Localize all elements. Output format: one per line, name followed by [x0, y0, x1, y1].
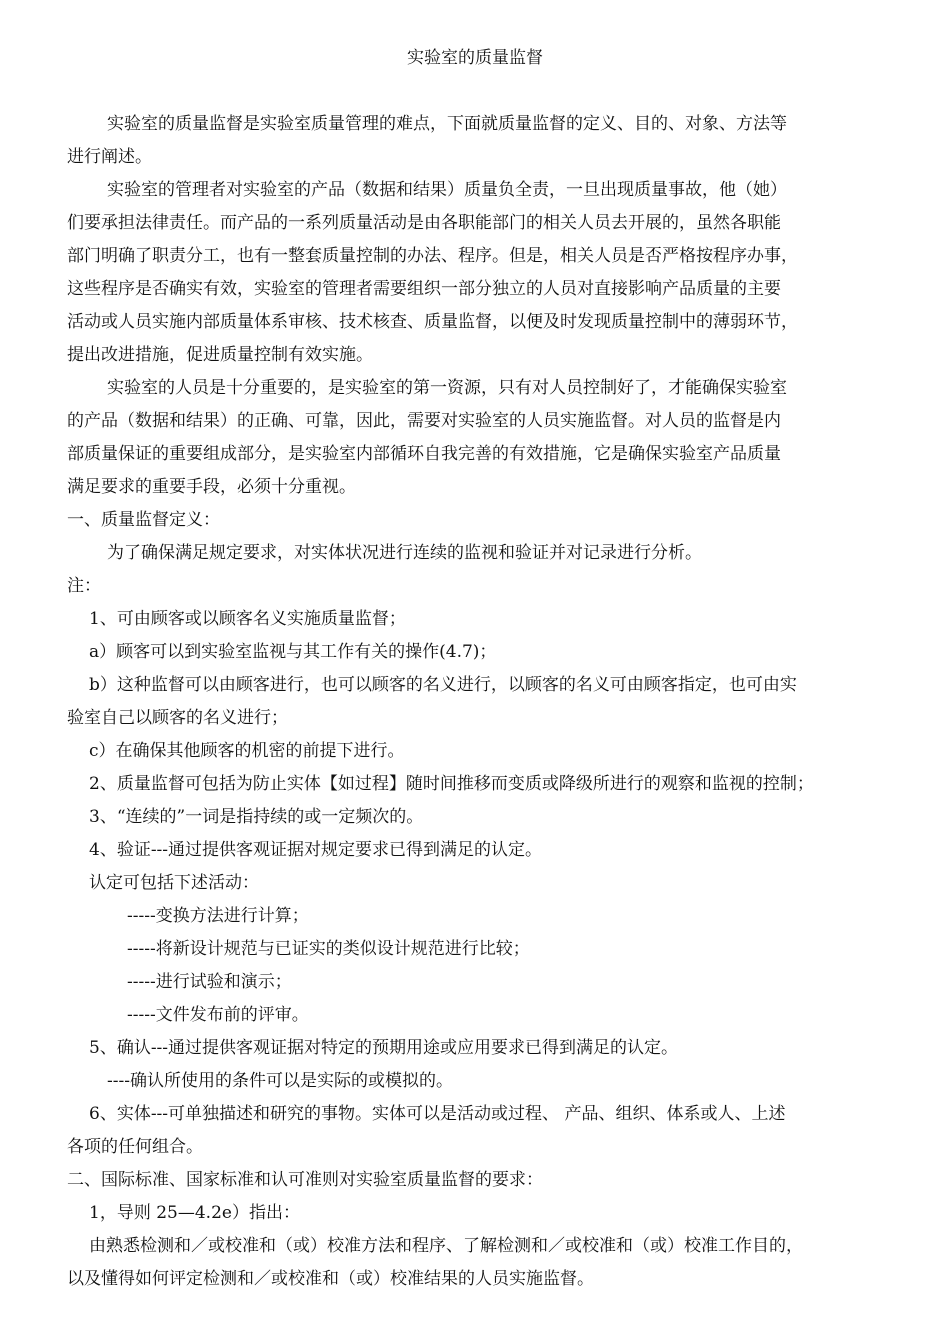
note-item: 2、质量监督可包括为防止实体【如过程】随时间推移而变质或降级所进行的观察和监视的控制；: [89, 774, 814, 794]
note-text: ----确认所使用的条件可以是实际的或模拟的。: [107, 1071, 453, 1091]
note-item: 5、确认---通过提供客观证据对特定的预期用途或应用要求已得到满足的认定。: [89, 1038, 679, 1058]
note-subitem: a）顾客可以到实验室监视与其工作有关的操作(4.7)；: [89, 642, 497, 662]
activity-item: -----文件发布前的评审。: [127, 1005, 309, 1025]
paragraph-line: 这些程序是否确实有效，实验室的管理者需要组织一部分独立的人员对直接影响产品质量的主要: [67, 279, 781, 299]
section-heading: 一、质量监督定义：: [67, 510, 220, 530]
paragraph-line: 实验室的质量监督是实验室质量管理的难点，下面就质量监督的定义、目的、对象、方法等: [107, 114, 787, 134]
requirement-item: 1，导则 25—4.2e）指出：: [89, 1203, 300, 1223]
paragraph-line: 满足要求的重要手段，必须十分重视。: [67, 477, 356, 497]
note-item: 1、可由顾客或以顾客名义实施质量监督；: [89, 609, 406, 629]
paragraph-line: 部质量保证的重要组成部分，是实验室内部循环自我完善的有效措施，它是确保实验室产品质量: [67, 444, 781, 464]
paragraph-line: 活动或人员实施内部质量体系审核、技术核查、质量监督，以便及时发现质量控制中的薄弱环节，: [67, 312, 798, 332]
activity-item: -----将新设计规范与已证实的类似设计规范进行比较；: [127, 939, 530, 959]
note-subitem: b）这种监督可以由顾客进行，也可以顾客的名义进行，以顾客的名义可由顾客指定，也可由实: [89, 675, 797, 695]
section-heading: 二、国际标准、国家标准和认可准则对实验室质量监督的要求：: [67, 1170, 543, 1190]
requirement-text: 由熟悉检测和／或校准和（或）校准方法和程序、了解检测和／或校准和（或）校准工作目的，: [89, 1236, 803, 1256]
paragraph-line: 实验室的管理者对实验室的产品（数据和结果）质量负全责，一旦出现质量事故，他（她）: [107, 180, 787, 200]
note-item: 各项的任何组合。: [67, 1137, 203, 1157]
definition-text: 为了确保满足规定要求，对实体状况进行连续的监视和验证并对记录进行分析。: [107, 543, 702, 563]
paragraph-line: 们要承担法律责任。而产品的一系列质量活动是由各职能部门的相关人员去开展的，虽然各职能: [67, 213, 781, 233]
note-item: 3、“连续的”一词是指持续的或一定频次的。: [89, 807, 424, 827]
activity-item: -----变换方法进行计算；: [127, 906, 309, 926]
note-item: 6、实体---可单独描述和研究的事物。实体可以是活动或过程、 产品、组织、体系或人、上述: [89, 1104, 786, 1124]
paragraph-line: 部门明确了职责分工，也有一整套质量控制的办法、程序。但是，相关人员是否严格按程序办事，: [67, 246, 798, 266]
requirement-text: 以及懂得如何评定检测和／或校准和（或）校准结果的人员实施监督。: [67, 1269, 594, 1289]
paragraph-line: 进行阐述。: [67, 147, 152, 167]
paragraph-line: 的产品（数据和结果）的正确、可靠，因此，需要对实验室的人员实施监督。对人员的监督是内: [67, 411, 781, 431]
note-label: 注：: [67, 576, 101, 596]
note-text: 认定可包括下述活动：: [89, 873, 259, 893]
note-subitem: c）在确保其他顾客的机密的前提下进行。: [89, 741, 405, 761]
document-title: 实验室的质量监督: [407, 48, 543, 68]
note-item: 4、验证---通过提供客观证据对规定要求已得到满足的认定。: [89, 840, 543, 860]
paragraph-line: 提出改进措施，促进质量控制有效实施。: [67, 345, 373, 365]
activity-item: -----进行试验和演示；: [127, 972, 292, 992]
paragraph-line: 实验室的人员是十分重要的，是实验室的第一资源，只有对人员控制好了，才能确保实验室: [107, 378, 787, 398]
note-subitem: 验室自己以顾客的名义进行；: [67, 708, 288, 728]
